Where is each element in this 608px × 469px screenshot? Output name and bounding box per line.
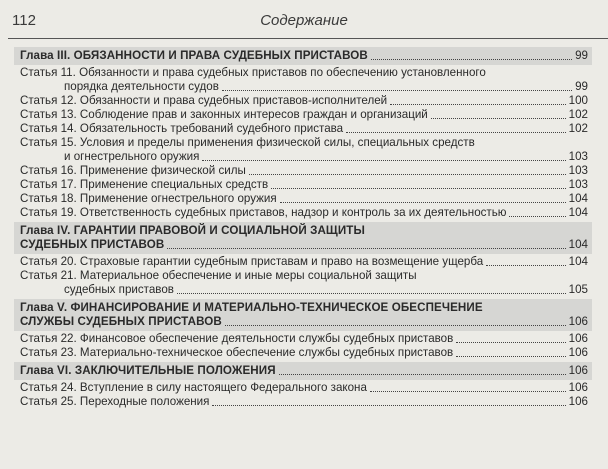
toc-article bbox=[14, 346, 592, 360]
toc-page-number: 102 bbox=[568, 108, 588, 121]
toc-entry-text: СЛУЖБЫ СУДЕБНЫХ ПРИСТАВОВ bbox=[20, 315, 222, 328]
toc-line bbox=[14, 332, 592, 346]
toc-article bbox=[14, 178, 592, 192]
toc-chapter bbox=[14, 47, 592, 65]
toc-line bbox=[14, 255, 592, 269]
toc-article bbox=[14, 255, 592, 269]
toc-chapter bbox=[14, 362, 592, 380]
toc-page-number: 103 bbox=[568, 164, 588, 177]
toc-entry-text: Статья 13. Соблюдение прав и законных интересов граждан и организаций bbox=[20, 108, 428, 121]
toc-chapter bbox=[14, 299, 592, 331]
page-number: 112 bbox=[12, 12, 36, 29]
toc-page-number: 106 bbox=[568, 395, 588, 408]
toc-article bbox=[14, 206, 592, 220]
toc-page-number: 100 bbox=[568, 94, 588, 107]
dot-leader bbox=[212, 405, 566, 406]
toc-page-number: 103 bbox=[568, 178, 588, 191]
toc-article bbox=[14, 66, 592, 94]
dot-leader bbox=[167, 248, 566, 249]
dot-leader bbox=[390, 104, 566, 105]
toc-line bbox=[14, 80, 592, 94]
toc-entry-text: Статья 22. Финансовое обеспечение деятельности службы судебных приставов bbox=[20, 332, 454, 345]
toc-page-number: 105 bbox=[568, 283, 588, 296]
toc-entry-text: и огнестрельного оружия bbox=[64, 150, 200, 163]
toc-entry-text: Глава IV. ГАРАНТИИ ПРАВОВОЙ И СОЦИАЛЬНОЙ ЗАЩИТЫ bbox=[20, 224, 365, 237]
toc-page-number: 104 bbox=[568, 206, 588, 219]
toc-article bbox=[14, 108, 592, 122]
toc-entry-text: Статья 23. Материально-техническое обеспечение службы судебных приставов bbox=[20, 346, 454, 359]
toc-article bbox=[14, 136, 592, 164]
dot-leader bbox=[346, 132, 566, 133]
toc-page-number: 102 bbox=[568, 122, 588, 135]
dot-leader bbox=[279, 374, 566, 375]
dot-leader bbox=[456, 342, 566, 343]
dot-leader bbox=[225, 325, 566, 326]
dot-leader bbox=[222, 90, 572, 91]
dot-leader bbox=[431, 118, 566, 119]
toc-line bbox=[14, 66, 592, 80]
toc-entry-text: Статья 14. Обязательность требований судебного пристава bbox=[20, 122, 344, 135]
toc-line bbox=[14, 192, 592, 206]
toc-entry-text: Статья 16. Применение физической силы bbox=[20, 164, 246, 177]
toc-page-number: 99 bbox=[575, 49, 588, 62]
toc-article bbox=[14, 192, 592, 206]
toc-entry-text: Статья 25. Переходные положения bbox=[20, 395, 210, 408]
toc-line bbox=[14, 49, 592, 63]
toc-entry-text: Глава V. ФИНАНСИРОВАНИЕ И МАТЕРИАЛЬНО-ТЕХНИЧЕСКОЕ ОБЕСПЕЧЕНИЕ bbox=[20, 301, 483, 314]
toc-article bbox=[14, 395, 592, 409]
toc-line bbox=[14, 395, 592, 409]
running-title: Содержание bbox=[260, 12, 348, 29]
toc-entry-text: порядка деятельности судов bbox=[64, 80, 219, 93]
toc-line bbox=[14, 283, 592, 297]
toc-line bbox=[14, 381, 592, 395]
page-header bbox=[0, 10, 608, 32]
toc-line bbox=[14, 224, 592, 238]
toc-article bbox=[14, 269, 592, 297]
toc-article bbox=[14, 94, 592, 108]
toc-article bbox=[14, 332, 592, 346]
toc-article bbox=[14, 164, 592, 178]
toc-entry-text: Статья 18. Применение огнестрельного оружия bbox=[20, 192, 277, 205]
dot-leader bbox=[486, 265, 566, 266]
toc-page-number: 106 bbox=[568, 381, 588, 394]
toc-line bbox=[14, 269, 592, 283]
dot-leader bbox=[271, 188, 566, 189]
toc-entry-text: Статья 12. Обязанности и права судебных приставов-исполнителей bbox=[20, 94, 388, 107]
toc-entry-text: Статья 17. Применение специальных средств bbox=[20, 178, 269, 191]
toc-line bbox=[14, 136, 592, 150]
toc-line bbox=[14, 346, 592, 360]
toc-line bbox=[14, 150, 592, 164]
toc-entry-text: Глава III. ОБЯЗАННОСТИ И ПРАВА СУДЕБНЫХ ПРИСТАВОВ bbox=[20, 49, 368, 62]
toc-entry-text: судебных приставов bbox=[64, 283, 174, 296]
toc-page-number: 104 bbox=[568, 255, 588, 268]
toc-page-number: 106 bbox=[568, 332, 588, 345]
dot-leader bbox=[280, 202, 566, 203]
toc-entry-text: Статья 11. Обязанности и права судебных приставов по обеспечению установленного bbox=[20, 66, 486, 79]
toc-line bbox=[14, 94, 592, 108]
dot-leader bbox=[456, 356, 566, 357]
toc-page-number: 99 bbox=[575, 80, 588, 93]
toc-line bbox=[14, 364, 592, 378]
toc-entry-text: Глава VI. ЗАКЛЮЧИТЕЛЬНЫЕ ПОЛОЖЕНИЯ bbox=[20, 364, 276, 377]
toc-line bbox=[14, 206, 592, 220]
toc-page-number: 106 bbox=[568, 315, 588, 328]
toc-article bbox=[14, 381, 592, 395]
dot-leader bbox=[177, 293, 566, 294]
toc-article bbox=[14, 122, 592, 136]
toc-line bbox=[14, 301, 592, 315]
toc-chapter bbox=[14, 222, 592, 254]
toc-page-number: 104 bbox=[568, 238, 588, 251]
dot-leader bbox=[370, 391, 566, 392]
toc-page-number: 104 bbox=[568, 192, 588, 205]
toc-entry-text: Статья 20. Страховые гарантии судебным приставам и право на возмещение ущерба bbox=[20, 255, 484, 268]
dot-leader bbox=[371, 59, 572, 60]
toc-page-number: 106 bbox=[568, 346, 588, 359]
dot-leader bbox=[202, 160, 566, 161]
toc-page-number: 106 bbox=[568, 364, 588, 377]
header-divider bbox=[8, 38, 608, 39]
toc-line bbox=[14, 164, 592, 178]
toc-entry-text: Статья 21. Материальное обеспечение и иные меры социальной защиты bbox=[20, 269, 417, 282]
toc-line bbox=[14, 178, 592, 192]
dot-leader bbox=[249, 174, 566, 175]
toc-entry-text: Статья 15. Условия и пределы применения физической силы, специальных средств bbox=[20, 136, 475, 149]
table-of-contents bbox=[14, 47, 592, 409]
toc-entry-text: Статья 24. Вступление в силу настоящего Федерального закона bbox=[20, 381, 367, 394]
dot-leader bbox=[509, 216, 566, 217]
toc-page-number: 103 bbox=[568, 150, 588, 163]
toc-line bbox=[14, 238, 592, 252]
toc-entry-text: СУДЕБНЫХ ПРИСТАВОВ bbox=[20, 238, 165, 251]
toc-line bbox=[14, 122, 592, 136]
toc-entry-text: Статья 19. Ответственность судебных приставов, надзор и контроль за их деятельностью bbox=[20, 206, 507, 219]
toc-line bbox=[14, 108, 592, 122]
toc-line bbox=[14, 315, 592, 329]
